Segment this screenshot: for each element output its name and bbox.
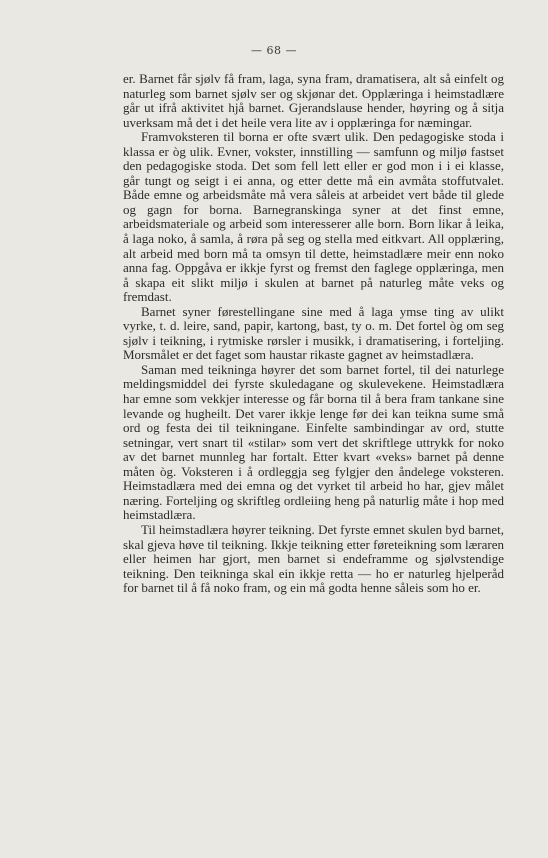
paragraph: Til heimstadlæra høyrer teikning. Det fyrste emnet skulen byd barnet, skal gjeva høve til teikning. Ikkje teikning etter føreteikning som læraren eller heimen har gjort, men barnet si endeframme og sjølvstendige teikning. Den teikninga skal ein ikkje retta — ho er naturleg hjelperåd for barnet til å få noko fram, og ein må godta henne såleis som ho er. <box>123 521 504 596</box>
paragraph: er. Barnet får sjølv få fram, laga, syna fram, dramatisera, alt så einfelt og naturleg som barnet sjølv ser og skjønar det. Opplæringa i heimstadlære går ut ifrå aktivitet hjå barnet. Gjerandslause hender, høyring og å sitja uverksam må det i det heile vera lite av i opplæringa for næmingar. <box>123 71 504 130</box>
page-number: — 68 — <box>251 44 297 57</box>
paragraph: Barnet syner førestellingane sine med å laga ymse ting av ulikt vyrke, t. d. leire, sand, papir, kartong, bast, ty o. m. Det fortel òg om seg sjølv i teikning, i rytmiske rørsler i musikk, i dramatisering, i forteljing. Morsmålet er det faget som haustar rikaste gagnet av heimstadlæra. <box>123 303 504 363</box>
paragraph: Saman med teikninga høyrer det som barnet fortel, til dei naturlege meldingsmiddel dei fyrste skuledagane og skulevekene. Heimstadlæra har emne som vekkjer interesse og får borna til å bera fram tankane sine levande og hugheilt. Det varer ikkje lenge før dei kan teikna sume små ord og festa dei til teikningane. Einfelte sambindingar av ord, stutte setningar, vert snart til «stilar» som vert det skriftlege uttrykk for noko av det barnet munnleg har fortalt. Etter kvart «veks» barnet på denne måten òg. Voksteren i å ordleggja seg fylgjer den åndelege voksteren. Heimstadlæra med dei emna og det vyrket til arbeid ho har, gjev målet næring. Forteljing og skriftleg ordleiing heng på naturlig måte i hop med heimstadlæra. <box>123 361 504 523</box>
paragraph: Framvoksteren til borna er ofte svært ulik. Den pedagogiske stoda i klassa er òg ulik. Evner, vokster, innstilling — samfunn og miljø fastset den pedagogiske stoda. Det som fell lett eller er god mon i i ei klasse, går tungt og seigt i ei anna, og etter dette må ein avmåta stoffutvalet. Både emne og arbeidsmåte må vera såleis at arbeidet vert både til glede og gagn for borna. Barnegranskinga syner at det finst emne, arbeidsmateriale og arbeid som interesserer alle born. Born likar å leika, å laga noko, å samla, å røra på seg og stella med eitkvart. All opplæring, alt arbeid med born må ta omsyn til dette, heimstadlære meir enn noko anna fag. Oppgåva er ikkje fyrst og fremst den faglege opplæringa, men å skapa eit slikt miljø i skulen at barnet på naturleg måte veks og fremdast. <box>123 129 504 305</box>
body-text <box>123 72 504 596</box>
